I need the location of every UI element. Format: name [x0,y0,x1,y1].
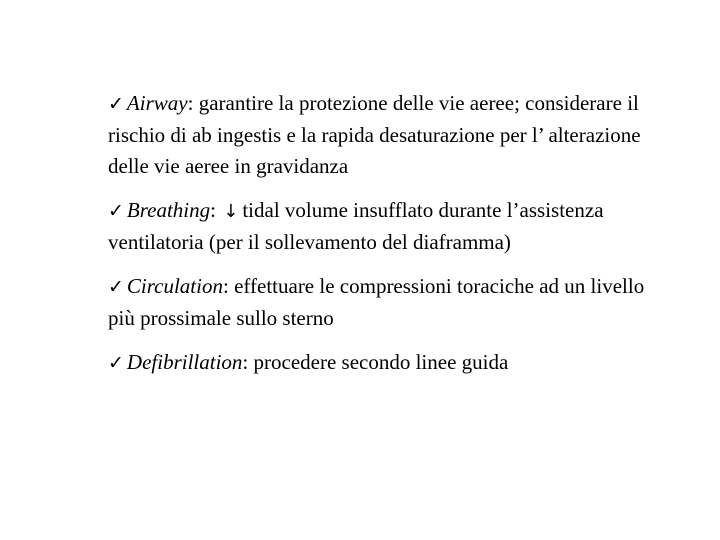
bullet-separator: : [222,274,235,298]
bullet-text: procedere secondo linee guida [253,350,509,374]
bullet-separator: : [187,91,199,115]
bullet-text: tidal volume insufflato durante l’assistenza ventilatoria (per il sollevamento del diaframma) [108,198,604,254]
bullet-defibrillation [108,347,648,379]
bullet-separator: : [242,350,254,374]
bullet-circulation [108,271,648,334]
bullet-text: effettuare le compressioni toraciche ad un livello più prossimale sullo sterno [108,274,645,330]
check-icon: ✓ [108,200,124,222]
down-arrow-icon: ↓ [223,201,239,222]
bullet-airway [108,88,648,182]
bullet-term: Airway [126,91,188,115]
check-icon: ✓ [108,93,124,115]
bullet-breathing [108,195,648,258]
check-icon: ✓ [108,352,124,374]
bullet-term: Defibrillation [126,350,243,374]
bullet-text: garantire la protezione delle vie aeree; considerare il rischio di ab ingestis e la rapida desaturazione per l’ alterazione delle vie aeree in gravidanza [108,91,641,178]
bullet-term: Circulation [126,274,223,298]
bullet-term: Breathing [126,198,211,222]
check-icon: ✓ [108,276,124,298]
bullet-separator: : [210,198,222,222]
bullet-list [108,88,648,392]
